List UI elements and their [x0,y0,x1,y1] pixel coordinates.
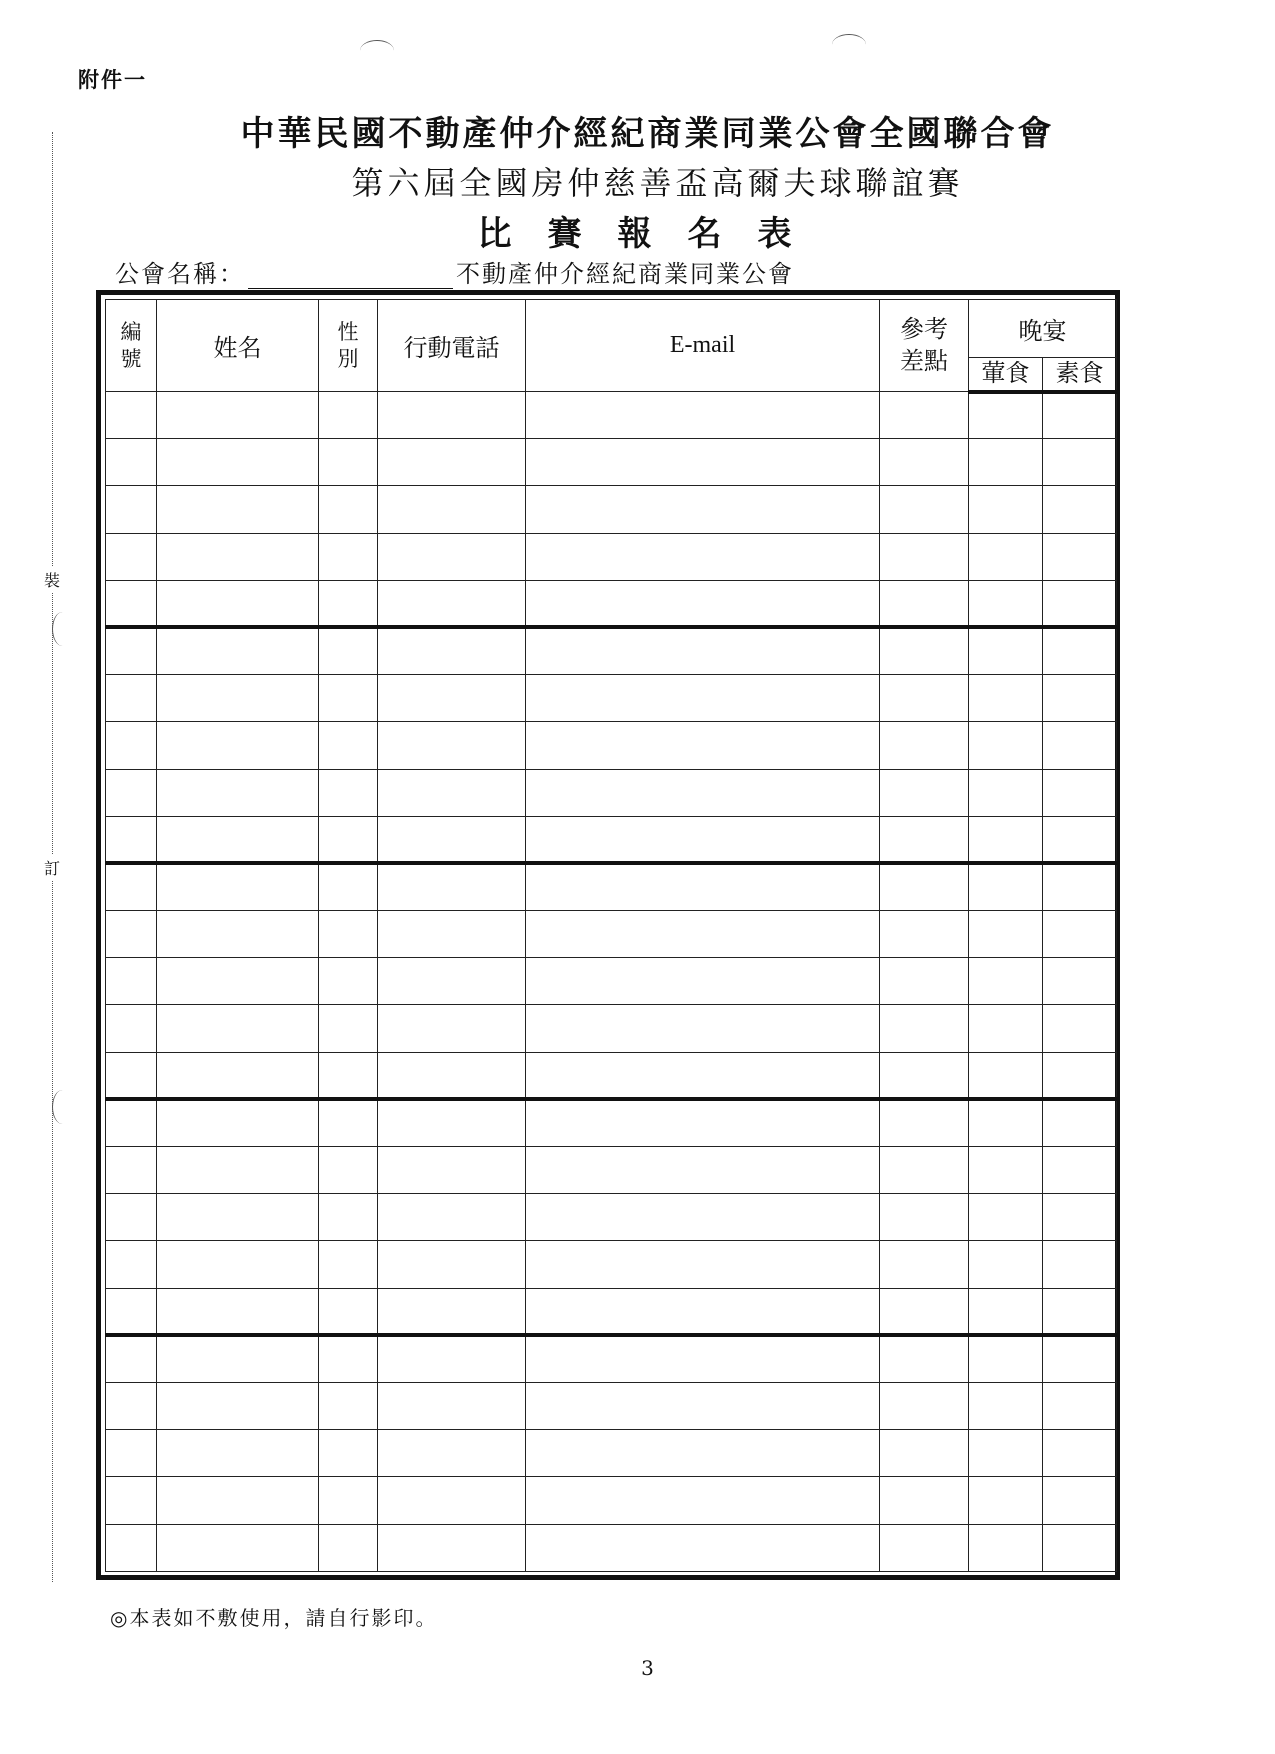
cell-meat[interactable] [969,769,1043,816]
cell-handicap[interactable] [880,1147,969,1194]
cell-name[interactable] [157,863,319,910]
cell-name[interactable] [157,1382,319,1429]
table-row [106,958,1117,1005]
punch-hole-left [360,40,394,61]
cell-meat[interactable] [969,1052,1043,1099]
cell-vegetarian[interactable] [1043,533,1117,580]
cell-name[interactable] [157,1099,319,1146]
form-title: 比賽報名表 [477,214,828,254]
header-number-line1: 編 [120,320,142,345]
cell-name[interactable] [157,580,319,627]
cell-vegetarian[interactable] [1043,1147,1117,1194]
binding-hole-top [52,612,73,646]
cell-vegetarian[interactable] [1043,1052,1117,1099]
cell-handicap[interactable] [880,1288,969,1335]
cell-handicap[interactable] [880,816,969,863]
cell-gender[interactable] [319,722,378,769]
cell-email[interactable] [526,816,880,863]
cell-vegetarian[interactable] [1043,863,1117,910]
association-suffix: 不動產仲介經紀商業同業公會 [456,260,794,288]
cell-gender[interactable] [319,1477,378,1524]
cell-meat[interactable] [969,1477,1043,1524]
event-title: 第六屆全國房仲慈善盃高爾夫球聯誼賽 [351,164,964,202]
cell-email[interactable] [526,1477,880,1524]
cell-mobile[interactable] [378,1194,526,1241]
cell-gender[interactable] [319,1147,378,1194]
cell-number[interactable] [106,580,157,627]
cell-email[interactable] [526,1099,880,1146]
cell-vegetarian[interactable] [1043,1335,1117,1382]
cell-mobile[interactable] [378,1524,526,1571]
registration-table-frame [96,290,1120,1580]
cell-meat[interactable] [969,580,1043,627]
cell-email[interactable] [526,1288,880,1335]
cell-gender[interactable] [319,1005,378,1052]
cell-vegetarian[interactable] [1043,1005,1117,1052]
cell-vegetarian[interactable] [1043,1524,1117,1571]
table-row [106,580,1117,627]
cell-email[interactable] [526,1194,880,1241]
cell-email[interactable] [526,1382,880,1429]
cell-email[interactable] [526,392,880,439]
cell-gender[interactable] [319,580,378,627]
cell-name[interactable] [157,533,319,580]
cell-number[interactable] [106,769,157,816]
cell-handicap[interactable] [880,958,969,1005]
cell-name[interactable] [157,816,319,863]
header-handicap-line1: 參考 [900,315,948,344]
organization-title: 中華民國不動產仲介經紀商業同業公會全國聯合會 [240,114,1055,154]
cell-vegetarian[interactable] [1043,439,1117,486]
cell-handicap[interactable] [880,486,969,533]
cell-handicap[interactable] [880,1430,969,1477]
page-number: 3 [641,1656,654,1680]
cell-name[interactable] [157,1430,319,1477]
cell-gender[interactable] [319,533,378,580]
table-row [106,627,1117,674]
cell-email[interactable] [526,722,880,769]
cell-mobile[interactable] [378,769,526,816]
header-mobile: 行動電話 [378,300,526,392]
cell-handicap[interactable] [880,722,969,769]
cell-email[interactable] [526,675,880,722]
cell-gender[interactable] [319,769,378,816]
cell-handicap[interactable] [880,1194,969,1241]
cell-name[interactable] [157,439,319,486]
cell-meat[interactable] [969,1382,1043,1429]
cell-name[interactable] [157,1194,319,1241]
cell-mobile[interactable] [378,627,526,674]
cell-gender[interactable] [319,627,378,674]
table-row [106,392,1117,439]
cell-meat[interactable] [969,392,1043,439]
cell-email[interactable] [526,769,880,816]
cell-name[interactable] [157,1335,319,1382]
cell-meat[interactable] [969,863,1043,910]
cell-meat[interactable] [969,1524,1043,1571]
cell-handicap[interactable] [880,675,969,722]
cell-gender[interactable] [319,1430,378,1477]
cell-number[interactable] [106,1382,157,1429]
cell-gender[interactable] [319,392,378,439]
table-row [106,1288,1117,1335]
cell-number[interactable] [106,439,157,486]
cell-name[interactable] [157,1052,319,1099]
registration-table [105,299,1117,1572]
association-name-row [115,254,794,289]
cell-email[interactable] [526,1147,880,1194]
cell-mobile[interactable] [378,1052,526,1099]
cell-email[interactable] [526,911,880,958]
cell-email[interactable] [526,863,880,910]
cell-number[interactable] [106,486,157,533]
cell-meat[interactable] [969,1194,1043,1241]
cell-vegetarian[interactable] [1043,580,1117,627]
cell-handicap[interactable] [880,439,969,486]
cell-meat[interactable] [969,1288,1043,1335]
cell-name[interactable] [157,958,319,1005]
header-number-line2: 號 [120,346,142,371]
table-row [106,675,1117,722]
cell-mobile[interactable] [378,533,526,580]
header-vegetarian: 素食 [1043,358,1117,392]
cell-gender[interactable] [319,1052,378,1099]
cell-gender[interactable] [319,816,378,863]
cell-mobile[interactable] [378,1147,526,1194]
header-gender-line1: 性 [337,320,359,345]
cell-name[interactable] [157,627,319,674]
cell-number[interactable] [106,1194,157,1241]
cell-number[interactable] [106,863,157,910]
cell-email[interactable] [526,1241,880,1288]
cell-mobile[interactable] [378,1005,526,1052]
association-label: 公會名稱： [115,260,245,288]
cell-number[interactable] [106,1052,157,1099]
cell-mobile[interactable] [378,816,526,863]
cell-meat[interactable] [969,958,1043,1005]
cell-mobile[interactable] [378,1099,526,1146]
cell-vegetarian[interactable] [1043,1288,1117,1335]
cell-meat[interactable] [969,1241,1043,1288]
cell-email[interactable] [526,533,880,580]
punch-hole-right [832,34,866,55]
cell-mobile[interactable] [378,439,526,486]
table-row [106,816,1117,863]
cell-number[interactable] [106,627,157,674]
cell-gender[interactable] [319,911,378,958]
cell-name[interactable] [157,675,319,722]
header-dinner: 晚宴 [969,300,1117,358]
cell-gender[interactable] [319,1382,378,1429]
header-gender [319,300,378,392]
table-row [106,1147,1117,1194]
cell-handicap[interactable] [880,1335,969,1382]
cell-number[interactable] [106,1099,157,1146]
cell-gender[interactable] [319,1241,378,1288]
header-name: 姓名 [157,300,319,392]
cell-meat[interactable] [969,533,1043,580]
cell-vegetarian[interactable] [1043,486,1117,533]
cell-mobile[interactable] [378,958,526,1005]
cell-name[interactable] [157,911,319,958]
cell-mobile[interactable] [378,911,526,958]
cell-meat[interactable] [969,627,1043,674]
cell-name[interactable] [157,1241,319,1288]
cell-email[interactable] [526,627,880,674]
cell-mobile[interactable] [378,722,526,769]
cell-gender[interactable] [319,958,378,1005]
association-name-field[interactable] [248,262,453,289]
cell-number[interactable] [106,1288,157,1335]
cell-meat[interactable] [969,1099,1043,1146]
cell-vegetarian[interactable] [1043,1430,1117,1477]
cell-vegetarian[interactable] [1043,769,1117,816]
cell-vegetarian[interactable] [1043,675,1117,722]
cell-number[interactable] [106,1241,157,1288]
cell-number[interactable] [106,911,157,958]
table-row [106,722,1117,769]
table-row [106,486,1117,533]
cell-gender[interactable] [319,863,378,910]
cell-meat[interactable] [969,1335,1043,1382]
cell-vegetarian[interactable] [1043,958,1117,1005]
cell-number[interactable] [106,722,157,769]
cell-mobile[interactable] [378,1430,526,1477]
cell-gender[interactable] [319,439,378,486]
cell-name[interactable] [157,1005,319,1052]
cell-handicap[interactable] [880,533,969,580]
cell-meat[interactable] [969,439,1043,486]
cell-name[interactable] [157,1477,319,1524]
cell-mobile[interactable] [378,1382,526,1429]
cell-vegetarian[interactable] [1043,392,1117,439]
cell-vegetarian[interactable] [1043,722,1117,769]
cell-mobile[interactable] [378,1477,526,1524]
cell-mobile[interactable] [378,580,526,627]
cell-mobile[interactable] [378,1335,526,1382]
cell-meat[interactable] [969,911,1043,958]
cell-name[interactable] [157,1288,319,1335]
cell-number[interactable] [106,1147,157,1194]
cell-handicap[interactable] [880,392,969,439]
table-row [106,439,1117,486]
cell-vegetarian[interactable] [1043,1099,1117,1146]
cell-meat[interactable] [969,816,1043,863]
table-row [106,1335,1117,1382]
cell-name[interactable] [157,392,319,439]
cell-meat[interactable] [969,1430,1043,1477]
cell-vegetarian[interactable] [1043,1241,1117,1288]
cell-handicap[interactable] [880,1099,969,1146]
cell-email[interactable] [526,1335,880,1382]
cell-number[interactable] [106,675,157,722]
cell-handicap[interactable] [880,580,969,627]
cell-number[interactable] [106,1005,157,1052]
table-row [106,769,1117,816]
cell-gender[interactable] [319,486,378,533]
cell-name[interactable] [157,769,319,816]
cell-handicap[interactable] [880,863,969,910]
table-row [106,1241,1117,1288]
cell-number[interactable] [106,1335,157,1382]
cell-number[interactable] [106,1524,157,1571]
cell-vegetarian[interactable] [1043,1477,1117,1524]
cell-gender[interactable] [319,1099,378,1146]
cell-mobile[interactable] [378,1288,526,1335]
cell-email[interactable] [526,580,880,627]
cell-handicap[interactable] [880,1477,969,1524]
header-handicap [880,300,969,392]
cell-name[interactable] [157,486,319,533]
cell-meat[interactable] [969,675,1043,722]
cell-vegetarian[interactable] [1043,1382,1117,1429]
cell-vegetarian[interactable] [1043,1194,1117,1241]
cell-name[interactable] [157,1147,319,1194]
table-row [106,1382,1117,1429]
cell-number[interactable] [106,958,157,1005]
table-row [106,1430,1117,1477]
cell-handicap[interactable] [880,769,969,816]
table-row [106,1194,1117,1241]
header-meat: 葷食 [969,358,1043,392]
cell-number[interactable] [106,533,157,580]
cell-meat[interactable] [969,486,1043,533]
cell-mobile[interactable] [378,675,526,722]
cell-vegetarian[interactable] [1043,816,1117,863]
header-email: E-mail [526,300,880,392]
cell-mobile[interactable] [378,1241,526,1288]
cell-handicap[interactable] [880,1005,969,1052]
binding-hole-bottom [52,1090,73,1124]
table-row [106,1524,1117,1571]
cell-email[interactable] [526,1524,880,1571]
binding-char-top: 裝 [44,566,60,593]
cell-email[interactable] [526,1430,880,1477]
table-row [106,863,1117,910]
cell-name[interactable] [157,722,319,769]
cell-handicap[interactable] [880,1524,969,1571]
header-number [106,300,157,392]
cell-mobile[interactable] [378,392,526,439]
cell-gender[interactable] [319,1288,378,1335]
cell-mobile[interactable] [378,486,526,533]
cell-handicap[interactable] [880,627,969,674]
cell-handicap[interactable] [880,1052,969,1099]
table-row [106,1099,1117,1146]
cell-handicap[interactable] [880,911,969,958]
cell-meat[interactable] [969,1147,1043,1194]
attachment-label: 附件一 [78,68,147,92]
cell-gender[interactable] [319,1194,378,1241]
cell-gender[interactable] [319,1335,378,1382]
table-row [106,1005,1117,1052]
cell-number[interactable] [106,392,157,439]
cell-number[interactable] [106,816,157,863]
table-row [106,1052,1117,1099]
cell-email[interactable] [526,486,880,533]
table-row [106,533,1117,580]
cell-meat[interactable] [969,1005,1043,1052]
table-row [106,911,1117,958]
header-gender-line2: 別 [337,346,359,371]
cell-vegetarian[interactable] [1043,911,1117,958]
cell-gender[interactable] [319,1524,378,1571]
cell-handicap[interactable] [880,1382,969,1429]
cell-mobile[interactable] [378,863,526,910]
footnote: ◎本表如不敷使用，請自行影印。 [110,1606,438,1630]
cell-handicap[interactable] [880,1241,969,1288]
cell-number[interactable] [106,1477,157,1524]
cell-vegetarian[interactable] [1043,627,1117,674]
cell-email[interactable] [526,1052,880,1099]
cell-number[interactable] [106,1430,157,1477]
cell-gender[interactable] [319,675,378,722]
cell-email[interactable] [526,958,880,1005]
table-row [106,1477,1117,1524]
cell-meat[interactable] [969,722,1043,769]
cell-email[interactable] [526,1005,880,1052]
registration-table-body [106,392,1117,1572]
cell-email[interactable] [526,439,880,486]
cell-name[interactable] [157,1524,319,1571]
header-handicap-line2: 差點 [900,346,948,375]
binding-char-bottom: 訂 [44,854,60,881]
